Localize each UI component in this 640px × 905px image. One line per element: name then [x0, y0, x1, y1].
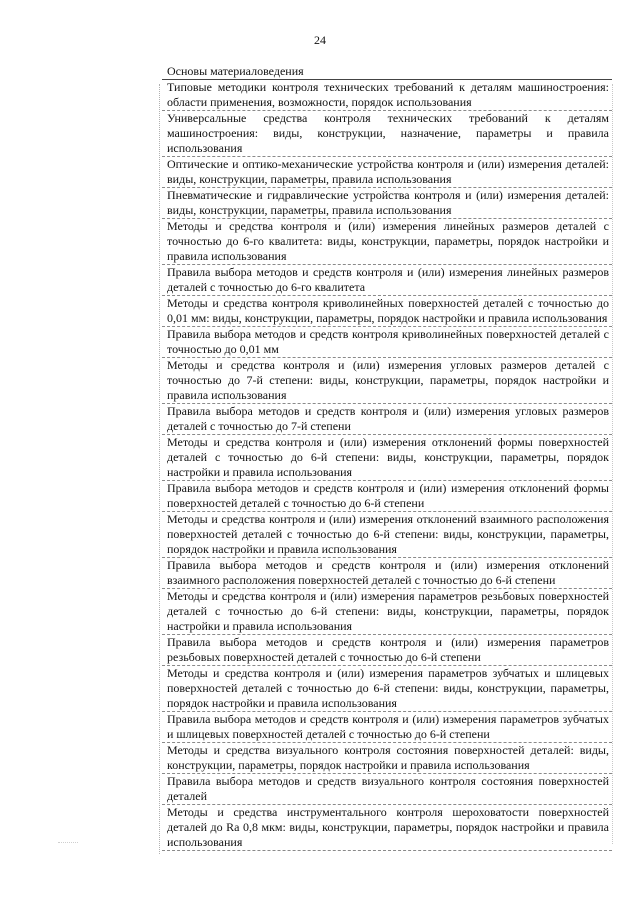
table-row: Правила выбора методов и средств контроля и (или) измерения отклонений взаимного расположения поверхностей деталей с точностью до 6-й степени	[162, 558, 612, 589]
table-row: Типовые методики контроля технических требований к деталям машиностроения: области применения, возможности, порядок использования	[162, 80, 612, 111]
table-row: Методы и средства контроля и (или) измерения угловых размеров деталей с точностью до 7-й степени: виды, конструкции, параметры, порядок настройки и правила использования	[162, 358, 612, 404]
table-row: Основы материаловедения	[162, 64, 612, 80]
table-row: Методы и средства контроля и (или) измерения линейных размеров деталей с точностью до 6-го квалитета: виды, конструкции, параметры, порядок настройки и правила использования	[162, 219, 612, 265]
table-row: Правила выбора методов и средств контроля и (или) измерения параметров резьбовых поверхностей деталей с точностью до 6-й степени	[162, 635, 612, 666]
table-row: Правила выбора методов и средств контроля и (или) измерения угловых размеров деталей с точностью до 7-й степени	[162, 404, 612, 435]
table-row: Методы и средства контроля и (или) измерения отклонений взаимного расположения поверхностей деталей с точностью до 6-й степени: виды, конструкции, параметры, порядок настройки и правила использования	[162, 512, 612, 558]
right-border-line	[612, 84, 613, 844]
table-row: Методы и средства контроля и (или) измерения параметров резьбовых поверхностей деталей с точностью до 6-й степени: виды, конструкции, параметры, порядок настройки и правила использования	[162, 589, 612, 635]
table-row: Правила выбора методов и средств контроля и (или) измерения линейных размеров деталей с точностью до 6-го квалитета	[162, 265, 612, 296]
table-row: Методы и средства визуального контроля состояния поверхностей деталей: виды, конструкции, параметры, порядок настройки и правила использования	[162, 743, 612, 774]
table-row: Методы и средства контроля криволинейных поверхностей деталей с точностью до 0,01 мм: виды, конструкции, параметры, порядок настройки и правила использования	[162, 296, 612, 327]
table-row: Правила выбора методов и средств контроля и (или) измерения отклонений формы поверхностей деталей с точностью до 6-й степени	[162, 481, 612, 512]
table-row: Правила выбора методов и средств визуального контроля состояния поверхностей деталей	[162, 774, 612, 805]
table-row: Методы и средства контроля и (или) измерения отклонений формы поверхностей деталей с точностью до 6-й степени: виды, конструкции, параметры, порядок настройки и правила использования	[162, 435, 612, 481]
scan-mark	[58, 842, 78, 843]
knowledge-table	[162, 64, 612, 851]
table-row: Методы и средства контроля и (или) измерения параметров зубчатых и шлицевых поверхностей деталей с точностью до 6-й степени: виды, конструкции, параметры, порядок настройки и правила использования	[162, 666, 612, 712]
table-row: Пневматические и гидравлические устройства контроля и (или) измерения деталей: виды, конструкции, параметры, правила использования	[162, 188, 612, 219]
page-number: 24	[314, 33, 326, 47]
table-row: Правила выбора методов и средств контроля криволинейных поверхностей деталей с точностью до 0,01 мм	[162, 327, 612, 358]
table-row: Оптические и оптико-механические устройства контроля и (или) измерения деталей: виды, конструкции, параметры, правила использования	[162, 157, 612, 188]
table-row: Правила выбора методов и средств контроля и (или) измерения параметров зубчатых и шлицевых поверхностей деталей с точностью до 6-й степени	[162, 712, 612, 743]
table-row: Универсальные средства контроля технических требований к деталям машиностроения: виды, конструкции, назначение, параметры и правила использования	[162, 111, 612, 157]
left-border-line	[159, 84, 160, 854]
table-row: Методы и средства инструментального контроля шероховатости поверхностей деталей до Ra 0,8 мкм: виды, конструкции, параметры, порядок настройки и правила использования	[162, 805, 612, 851]
